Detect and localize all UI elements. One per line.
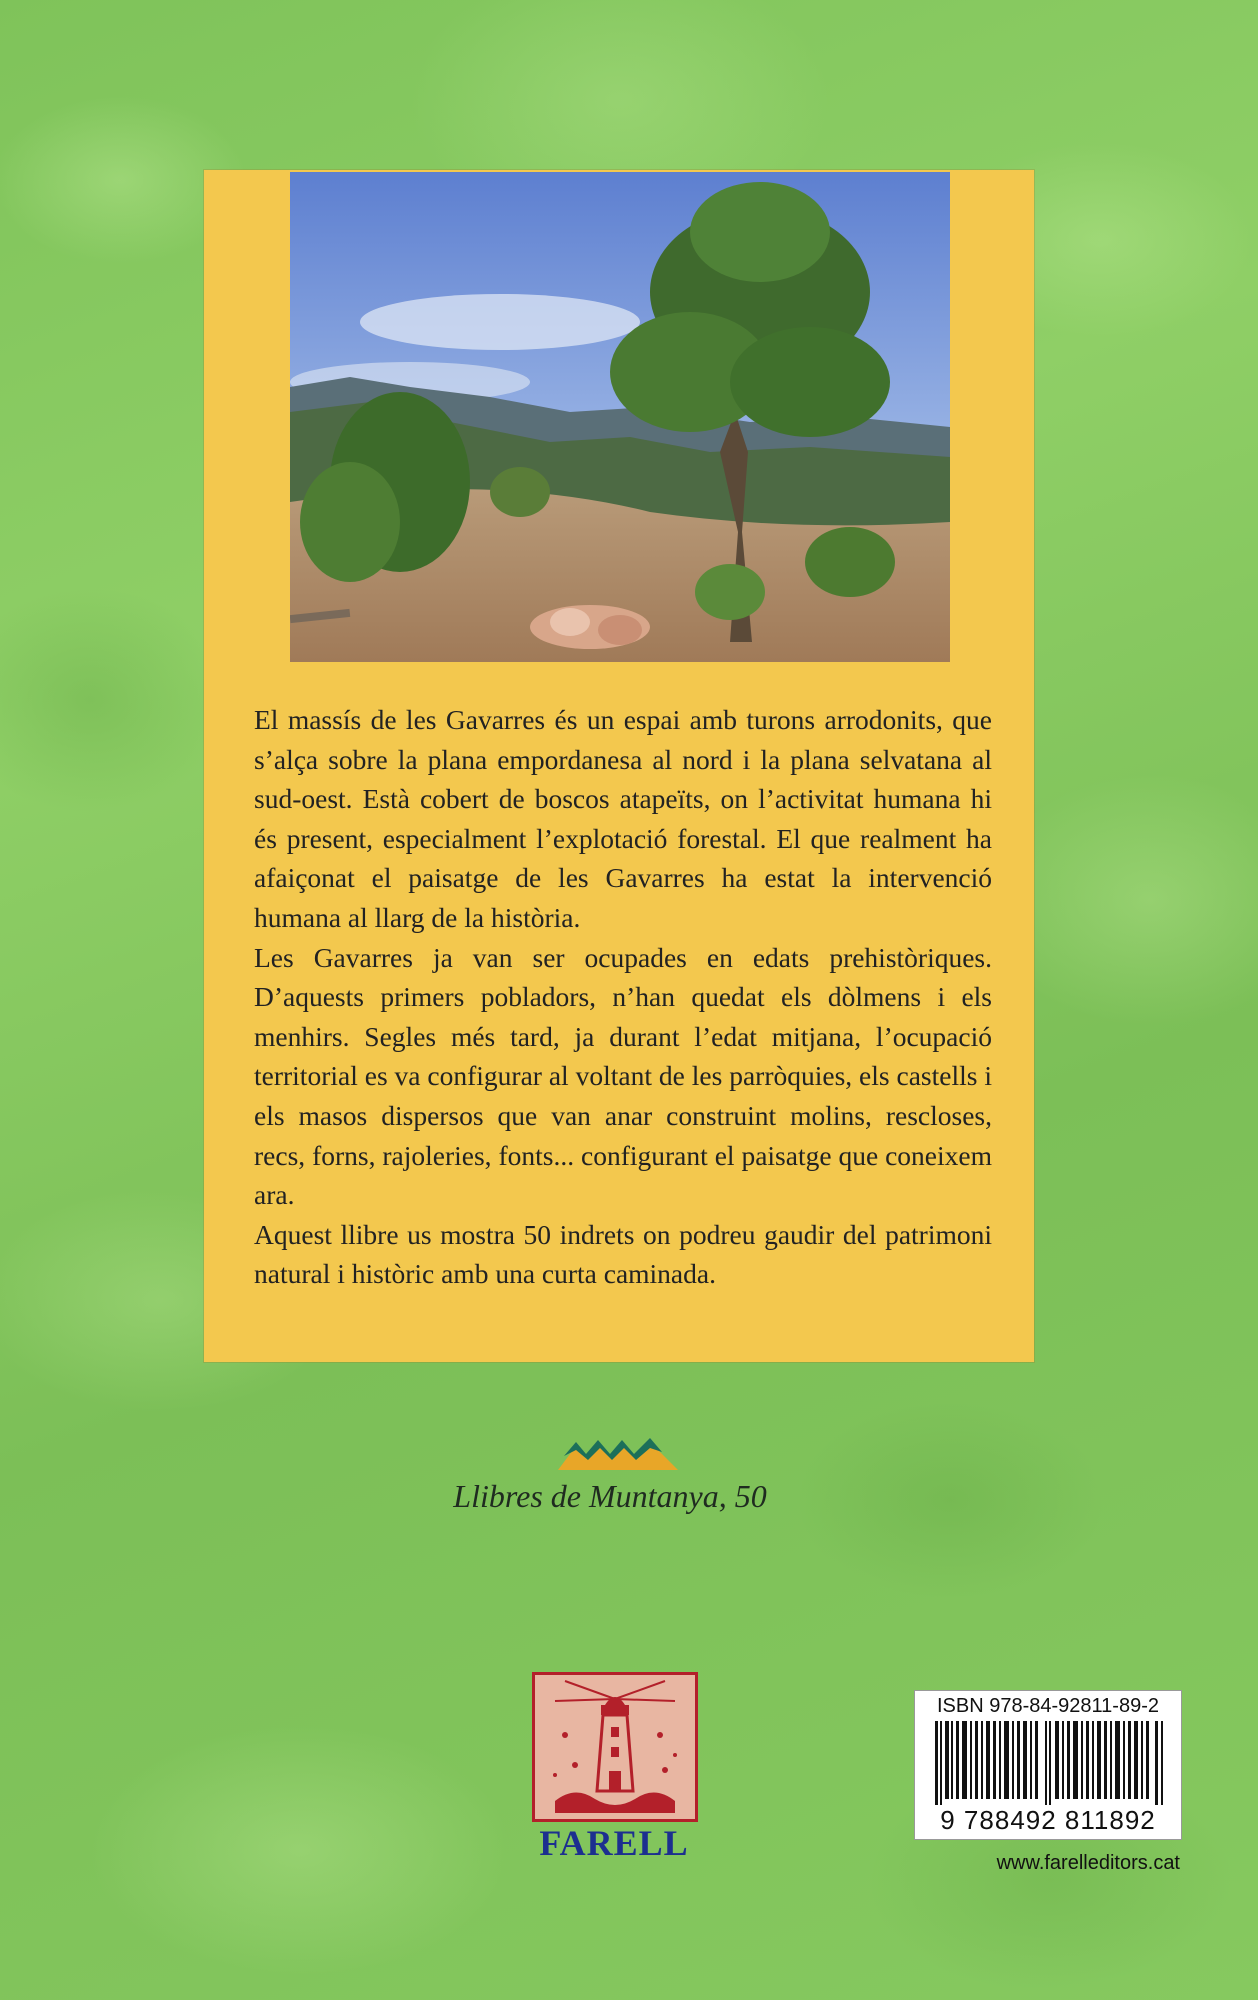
description-paragraph: El massís de les Gavarres és un espai amb turons arrodonits, que s’alça sobre la plana empordanesa al nord i la plana selvatana al sud-oest. Està cobert de boscos atapeïts, on l’activitat humana hi és present, especialment l’explotació forestal. El que realment ha afaiçonat el paisatge de les Gavarres ha estat la intervenció humana al llarg de la història. xyxy=(254,704,992,933)
barcode-number: 9 788492 811892 xyxy=(940,1805,1156,1835)
series-title: Llibres de Muntanya, 50 xyxy=(453,1478,767,1514)
isbn-barcode xyxy=(914,1690,1182,1840)
description-text xyxy=(254,700,992,1294)
lighthouse-icon xyxy=(532,1672,698,1822)
description-panel xyxy=(204,170,1034,1362)
publisher-logo xyxy=(532,1672,696,1868)
publisher-name: FARELL xyxy=(539,1823,689,1863)
isbn-label: ISBN 978-84-92811-89-2 xyxy=(937,1695,1159,1717)
barcode-icon xyxy=(935,1721,1165,1805)
publisher-website: www.farelleditors.cat xyxy=(996,1852,1180,1874)
description-paragraph: Les Gavarres ja van ser ocupades en edats prehistòriques. D’aquests primers pobladors, n’han quedat els dòlmens i els menhirs. Segles més tard, ja durant l’edat mitjana, l’ocupació territorial es va configurar al voltant de les parròquies, els castells i els masos dispersos que van anar construint molins, rescloses, recs, forns, rajoleries, fonts... configurant el paisatge que coneixem ara. xyxy=(254,941,992,1211)
landscape-photo xyxy=(290,172,950,662)
mountains-icon xyxy=(558,1436,678,1470)
description-paragraph: Aquest llibre us mostra 50 indrets on podreu gaudir del patrimoni natural i històric amb una curta caminada. xyxy=(254,1218,992,1290)
